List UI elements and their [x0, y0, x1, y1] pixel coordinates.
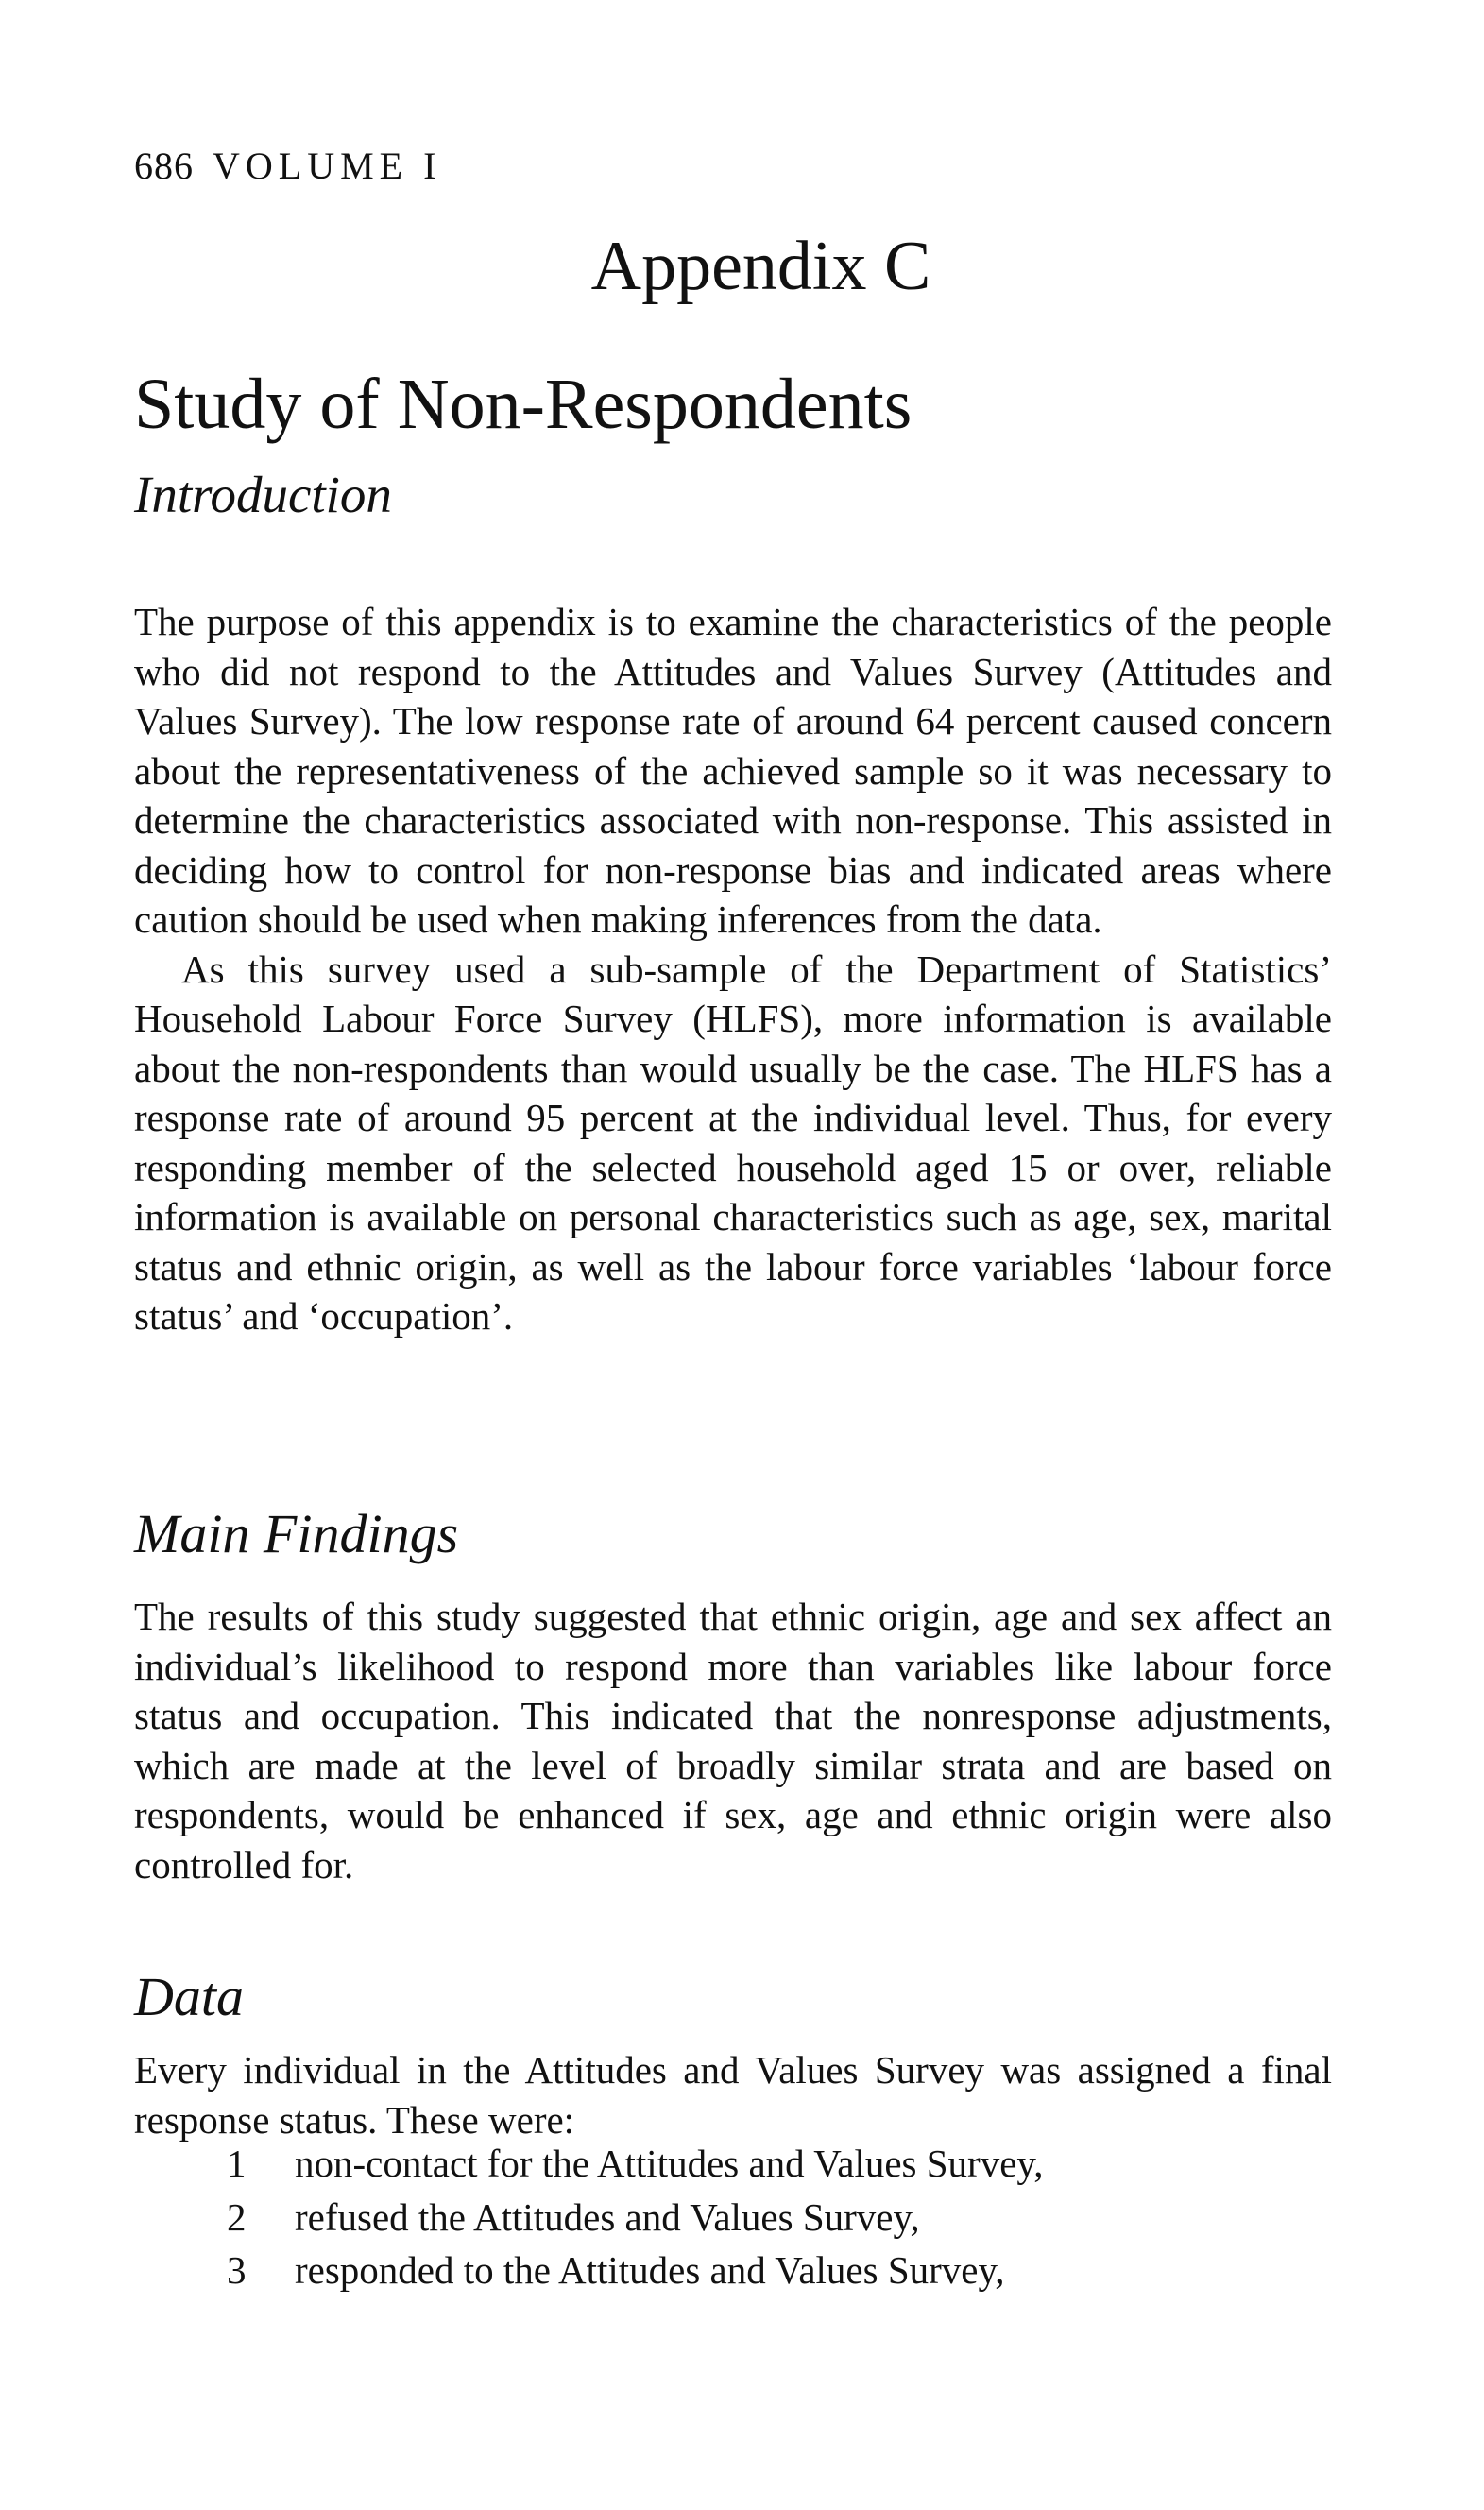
list-item	[227, 2191, 1044, 2245]
running-head	[134, 144, 441, 188]
response-status-list	[227, 2137, 1044, 2297]
appendix-label: Appendix C	[590, 228, 931, 305]
list-item	[227, 2137, 1044, 2191]
introduction-body	[134, 597, 1332, 1341]
main-findings-heading: Main Findings	[134, 1503, 459, 1564]
list-item-text: responded to the Attitudes and Values Survey,	[295, 2248, 1005, 2292]
list-item-number: 2	[227, 2194, 247, 2239]
list-item	[227, 2244, 1044, 2297]
volume-label: VOLUME I	[213, 145, 442, 187]
main-findings-paragraph-1: The results of this study suggested that ethnic origin, age and sex affect an individual’s likelihood to respond more than variables like labour force status and occupation. This indicated that the nonresponse adjustments, which are made at the level of broadly similar strata and are based on respondents, would be enhanced if sex, age and ethnic origin were also controlled for.	[134, 1595, 1332, 1887]
chapter-title: Study of Non-Respondents	[134, 365, 913, 444]
page-number: 686	[134, 145, 194, 187]
list-item-text: non-contact for the Attitudes and Values Survey,	[295, 2142, 1044, 2185]
introduction-paragraph-1: The purpose of this appendix is to examine the characteristics of the people who did not respond to the Attitudes and Values Survey (Attitudes and Values Survey). The low response rate of around 64 percent caused concern about the representativeness of the achieved sample so it was necessary to determine the characteristics associated with non-response. This assisted in deciding how to control for non-response bias and indicated areas where caution should be used when making inferences from the data.	[134, 600, 1332, 941]
list-item-text: refused the Attitudes and Values Survey,	[295, 2194, 920, 2239]
list-item-number: 1	[227, 2142, 247, 2185]
introduction-heading: Introduction	[134, 466, 392, 523]
introduction-paragraph-2: As this survey used a sub-sample of the Department of Statistics’ Household Labour Force Survey (HLFS), more information is available about the non-respondents than would usually be the case. The HLFS has a response rate of around 95 percent at the individual level. Thus, for every responding member of the selected household aged 15 or over, reliable information is available on personal characteristics such as age, sex, marital status and ethnic origin, as well as the labour force variables ‘labour force status’ and ‘occupation’.	[134, 947, 1332, 1338]
data-body	[134, 2045, 1332, 2144]
list-item-number: 3	[227, 2248, 247, 2292]
main-findings-body	[134, 1592, 1332, 1889]
data-heading: Data	[134, 1966, 244, 2027]
data-paragraph-1: Every individual in the Attitudes and Values Survey was assigned a final response status. These were:	[134, 2048, 1332, 2142]
